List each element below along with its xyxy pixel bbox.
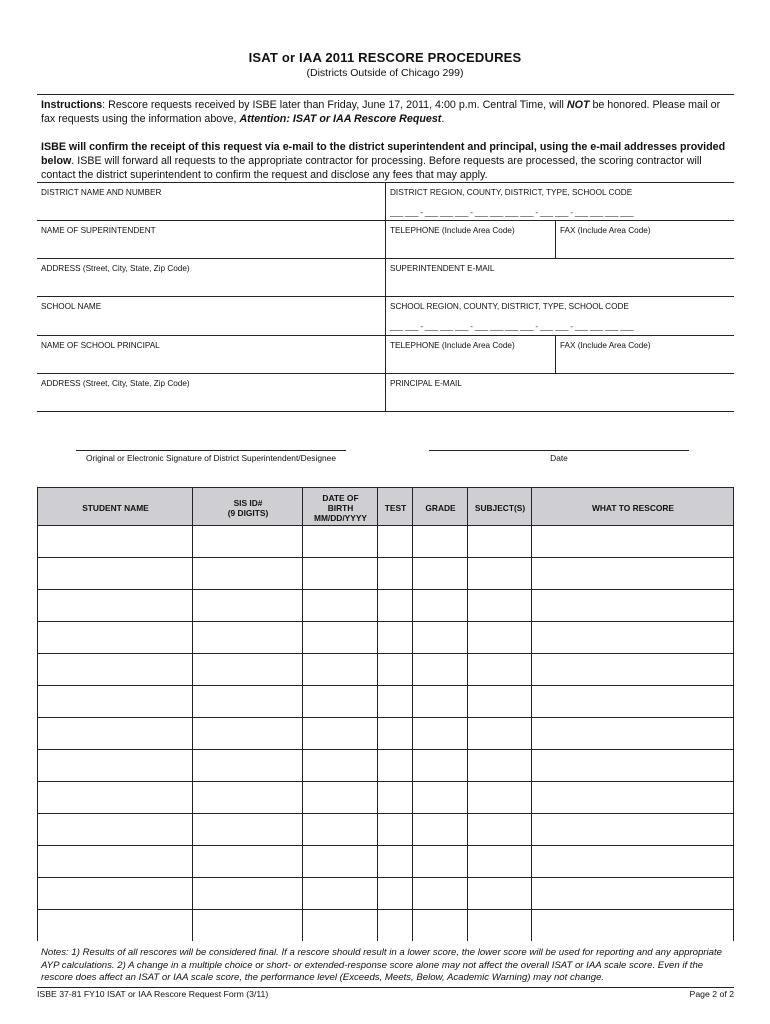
table-border bbox=[733, 526, 734, 941]
school-region-field[interactable]: SCHOOL REGION, COUNTY, DISTRICT, TYPE, SCHOOL CODE bbox=[390, 302, 629, 311]
signature-label: Original or Electronic Signature of District Superintendent/Designee bbox=[86, 453, 336, 463]
school-name-field[interactable]: SCHOOL NAME bbox=[41, 302, 102, 311]
form-id: ISBE 37-81 FY10 ISAT or IAA Rescore Request Form (3/11) bbox=[37, 989, 269, 999]
student-table-header bbox=[37, 487, 734, 526]
col-grade: GRADE bbox=[425, 502, 456, 513]
principal-telephone-field[interactable]: TELEPHONE (Include Area Code) bbox=[390, 341, 515, 350]
superintendent-email-field[interactable]: SUPERINTENDENT E-MAIL bbox=[390, 264, 495, 273]
col-subjects: SUBJECT(S) bbox=[474, 502, 526, 513]
district-name-field[interactable]: DISTRICT NAME AND NUMBER bbox=[41, 188, 162, 197]
footer-rule bbox=[37, 987, 734, 988]
confirmation-rest: . ISBE will forward all requests to the appropriate contractor for processing. Before requests are processed, the scoring contractor will contact the district superintendent to confirm the request and disclose any fees that may apply. bbox=[41, 155, 702, 181]
form-col-divider bbox=[555, 220, 556, 258]
table-border bbox=[37, 526, 38, 941]
instructions-text-2: be honored. Please mail or fax requests using the information above, bbox=[41, 99, 721, 125]
instructions bbox=[41, 98, 731, 126]
school-code-blanks[interactable]: ___ ___ - ___ ___ ___ - ___ ___ ___ ___ - ___ ___ - ___ ___ ___ ___ bbox=[390, 322, 634, 331]
col-date-of-birth: DATE OF BIRTH MM/DD/YYYY bbox=[313, 492, 368, 523]
instructions-attention: Attention: ISAT or IAA Rescore Request bbox=[239, 113, 442, 125]
table-row[interactable] bbox=[37, 846, 734, 878]
col-what-to-rescore: WHAT TO RESCORE bbox=[591, 502, 675, 513]
notes: Notes: 1) Results of all rescores will be considered final. If a rescore should result in a lower score, the lower score will be used for reporting and any appropriate AYP calculations. 2) A change in a multiple choice or short- or extended-response score alone may not affect the overall ISAT or IAA scale score. Even if the rescore does affect an ISAT or IAA scale score, the performance level (Exceeds, Meets, Below, Academic Warning) may not change. bbox=[41, 947, 722, 983]
instructions-text-3: . bbox=[441, 113, 445, 125]
signature-line[interactable] bbox=[76, 450, 346, 451]
page-number: Page 2 of 2 bbox=[689, 989, 734, 999]
district-region-field[interactable]: DISTRICT REGION, COUNTY, DISTRICT, TYPE, SCHOOL CODE bbox=[390, 188, 633, 197]
form-col-divider bbox=[555, 335, 556, 373]
instructions-text: : Rescore requests received by ISBE later than Friday, June 17, 2011, 4:00 p.m. Central Time, will bbox=[102, 99, 567, 111]
table-row[interactable] bbox=[37, 686, 734, 718]
principal-name-field[interactable]: NAME OF SCHOOL PRINCIPAL bbox=[41, 341, 160, 350]
table-row[interactable] bbox=[37, 654, 734, 686]
col-student-name: STUDENT NAME bbox=[82, 502, 149, 513]
instructions-not: NOT bbox=[566, 99, 590, 111]
table-col-line bbox=[192, 487, 193, 941]
instructions-label: Instructions bbox=[41, 99, 103, 111]
date-label: Date bbox=[550, 453, 568, 463]
table-row[interactable] bbox=[37, 814, 734, 846]
form-row-line bbox=[37, 411, 734, 412]
table-row[interactable] bbox=[37, 878, 734, 910]
page-title: ISAT or IAA 2011 RESCORE PROCEDURES bbox=[248, 50, 522, 65]
confirmation-bold: ISBE will confirm the receipt of this request via e-mail to the district superintendent and principal, using the e-mail addresses provided below bbox=[41, 141, 726, 167]
table-row[interactable] bbox=[37, 526, 734, 558]
table-row[interactable] bbox=[37, 718, 734, 750]
principal-fax-field[interactable]: FAX (Include Area Code) bbox=[560, 341, 651, 350]
table-row[interactable] bbox=[37, 622, 734, 654]
table-col-line bbox=[377, 487, 378, 941]
table-col-line bbox=[467, 487, 468, 941]
table-col-line bbox=[302, 487, 303, 941]
table-col-line bbox=[412, 487, 413, 941]
superintendent-telephone-field[interactable]: TELEPHONE (Include Area Code) bbox=[390, 226, 515, 235]
superintendent-name-field[interactable]: NAME OF SUPERINTENDENT bbox=[41, 226, 156, 235]
principal-email-field[interactable]: PRINCIPAL E-MAIL bbox=[390, 379, 462, 388]
table-row[interactable] bbox=[37, 750, 734, 782]
col-test: TEST bbox=[384, 502, 407, 513]
table-row[interactable] bbox=[37, 558, 734, 590]
superintendent-fax-field[interactable]: FAX (Include Area Code) bbox=[560, 226, 651, 235]
table-row[interactable] bbox=[37, 590, 734, 622]
divider bbox=[37, 94, 734, 95]
page-subtitle: (Districts Outside of Chicago 299) bbox=[306, 67, 464, 79]
table-row[interactable] bbox=[37, 782, 734, 814]
form-col-divider bbox=[385, 182, 386, 411]
confirmation-paragraph bbox=[41, 140, 731, 182]
principal-address-field[interactable]: ADDRESS (Street, City, State, Zip Code) bbox=[41, 379, 190, 388]
district-code-blanks[interactable]: ___ ___ - ___ ___ ___ - ___ ___ ___ ___ - ___ ___ - ___ ___ ___ ___ bbox=[390, 208, 634, 217]
col-sis-id: SIS ID# (9 DIGITS) bbox=[227, 497, 269, 518]
table-col-line bbox=[531, 487, 532, 941]
superintendent-address-field[interactable]: ADDRESS (Street, City, State, Zip Code) bbox=[41, 264, 190, 273]
date-line[interactable] bbox=[429, 450, 689, 451]
